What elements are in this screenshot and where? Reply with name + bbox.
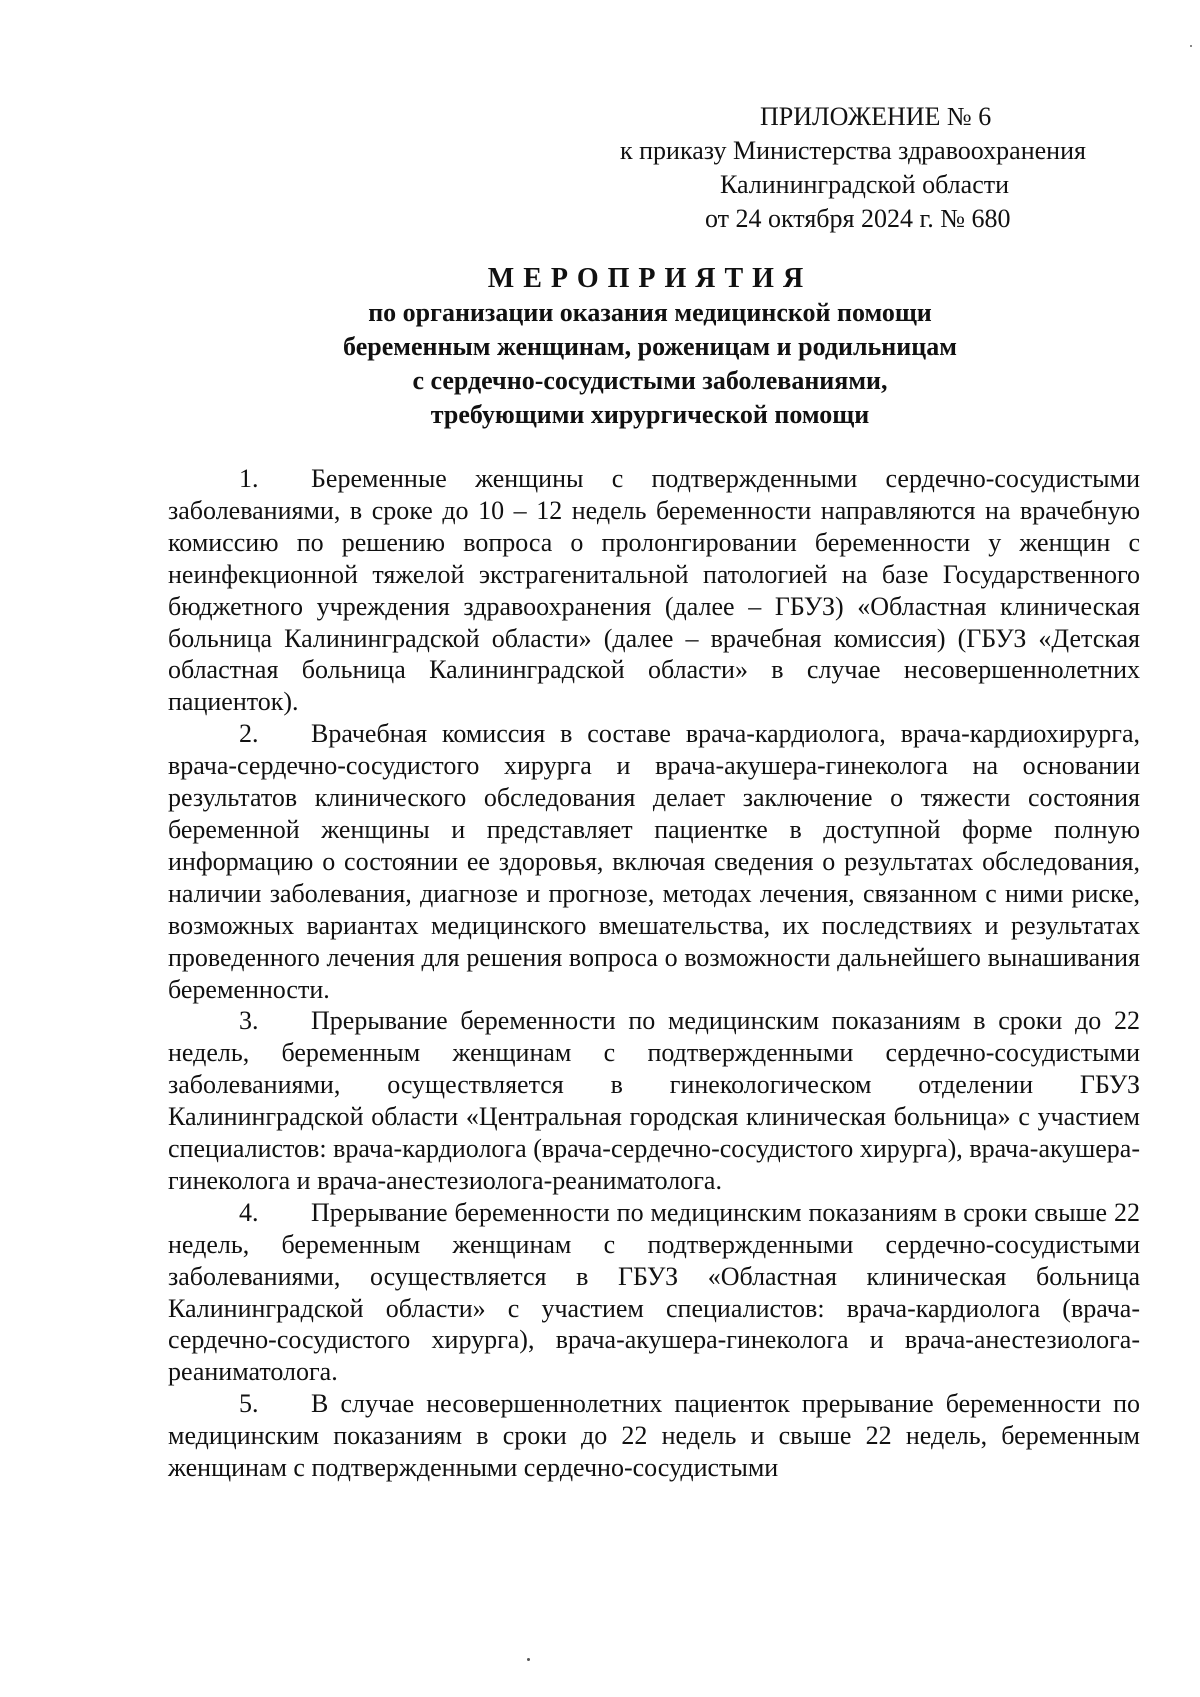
paragraph-text: Прерывание беременности по медицинским показаниям в сроки свыше 22 недель, беременным женщинам с подтвержденными сердечно-сосудистыми заболеваниями, осуществляется в ГБУЗ «Областная клиническая больница Калининградской области» с участием специалистов: врача-кардиолога (врача-сердечно-сосудистого хирурга), врача-акушера-гинеколога и врача-анестезиолога-реаниматолога.: [168, 1197, 1140, 1387]
paragraph-number: 1.: [239, 464, 259, 493]
paragraph-text: Беременные женщины с подтвержденными сердечно-сосудистыми заболеваниями, в сроке до 10 – 12 недель беременности направляются на врачебную комиссию по решению вопроса о пролонгировании беременности у женщин с неинфекционной тяжелой экстрагенитальной патологией на базе Государственного бюджетного учреждения здравоохранения (далее – ГБУЗ) «Областная клиническая больница Калининградской области» (далее – врачебная комиссия) (ГБУЗ «Детская областная больница Калининградской области» в случае несовершеннолетних пациенток).: [168, 464, 1140, 717]
paragraph-number: 4.: [239, 1197, 259, 1227]
appendix-header: [620, 100, 1140, 236]
document-title: [160, 262, 1140, 432]
paragraph-3: [168, 1005, 1140, 1196]
paragraph-number: 3.: [239, 1006, 259, 1036]
paragraph-5: [168, 1388, 1140, 1484]
title-main: МЕРОПРИЯТИЯ: [487, 263, 813, 294]
scan-edge-speck: [1190, 45, 1192, 47]
paragraph-text: Врачебная комиссия в составе врача-кардиолога, врача-кардиохирурга, врача-сердечно-сосудистого хирурга и врача-акушера-гинеколога на основании результатов клинического обследования делает заключение о тяжести состояния беременной женщины и представляет пациентке в доступной форме полную информацию о состоянии ее здоровья, включая сведения о результатах обследования, наличии заболевания, диагнозе и прогнозе, методах лечения, связанном с ними риске, возможных вариантах медицинского вмешательства, их последствиях и результатах проведенного лечения для решения вопроса о возможности дальнейшего вынашивания беременности.: [168, 719, 1140, 1004]
paragraph-number: 2.: [239, 719, 259, 749]
title-line-1: по организации оказания медицинской помощи: [368, 298, 932, 327]
paragraph-text: В случае несовершеннолетних пациенток прерывание беременности по медицинским показаниям в сроки до 22 недель и свыше 22 недель, беременным женщинам с подтвержденными сердечно-сосудистыми: [168, 1389, 1140, 1483]
paragraph-4: [168, 1197, 1140, 1388]
paragraph-text: Прерывание беременности по медицинским показаниям в сроки до 22 недель, беременным женщинам с подтвержденными сердечно-сосудистыми заболеваниями, осуществляется в гинекологическом отделении ГБУЗ Калининградской области «Центральная городская клиническая больница» с участием специалистов: врача-кардиолога (врача-сердечно-сосудистого хирурга), врача-акушера-гинеколога и врача-анестезиолога-реаниматолога.: [168, 1006, 1140, 1195]
appendix-order-ref: к приказу Министерства здравоохранения: [620, 136, 1086, 165]
title-line-3: с сердечно-сосудистыми заболеваниями,: [412, 366, 888, 395]
paragraph-number: 5.: [239, 1389, 259, 1419]
appendix-region: Калининградской области: [720, 170, 1010, 199]
scan-speck: [527, 1658, 530, 1661]
title-line-2: беременным женщинам, роженицам и родильницам: [343, 332, 957, 361]
appendix-number: ПРИЛОЖЕНИЕ № 6: [760, 102, 992, 131]
paragraph-2: [168, 718, 1140, 1005]
appendix-date: от 24 октября 2024 г. № 680: [705, 204, 1011, 233]
document-body: [168, 463, 1140, 1484]
title-line-4: требующими хирургической помощи: [430, 400, 870, 429]
paragraph-1: [168, 463, 1140, 718]
